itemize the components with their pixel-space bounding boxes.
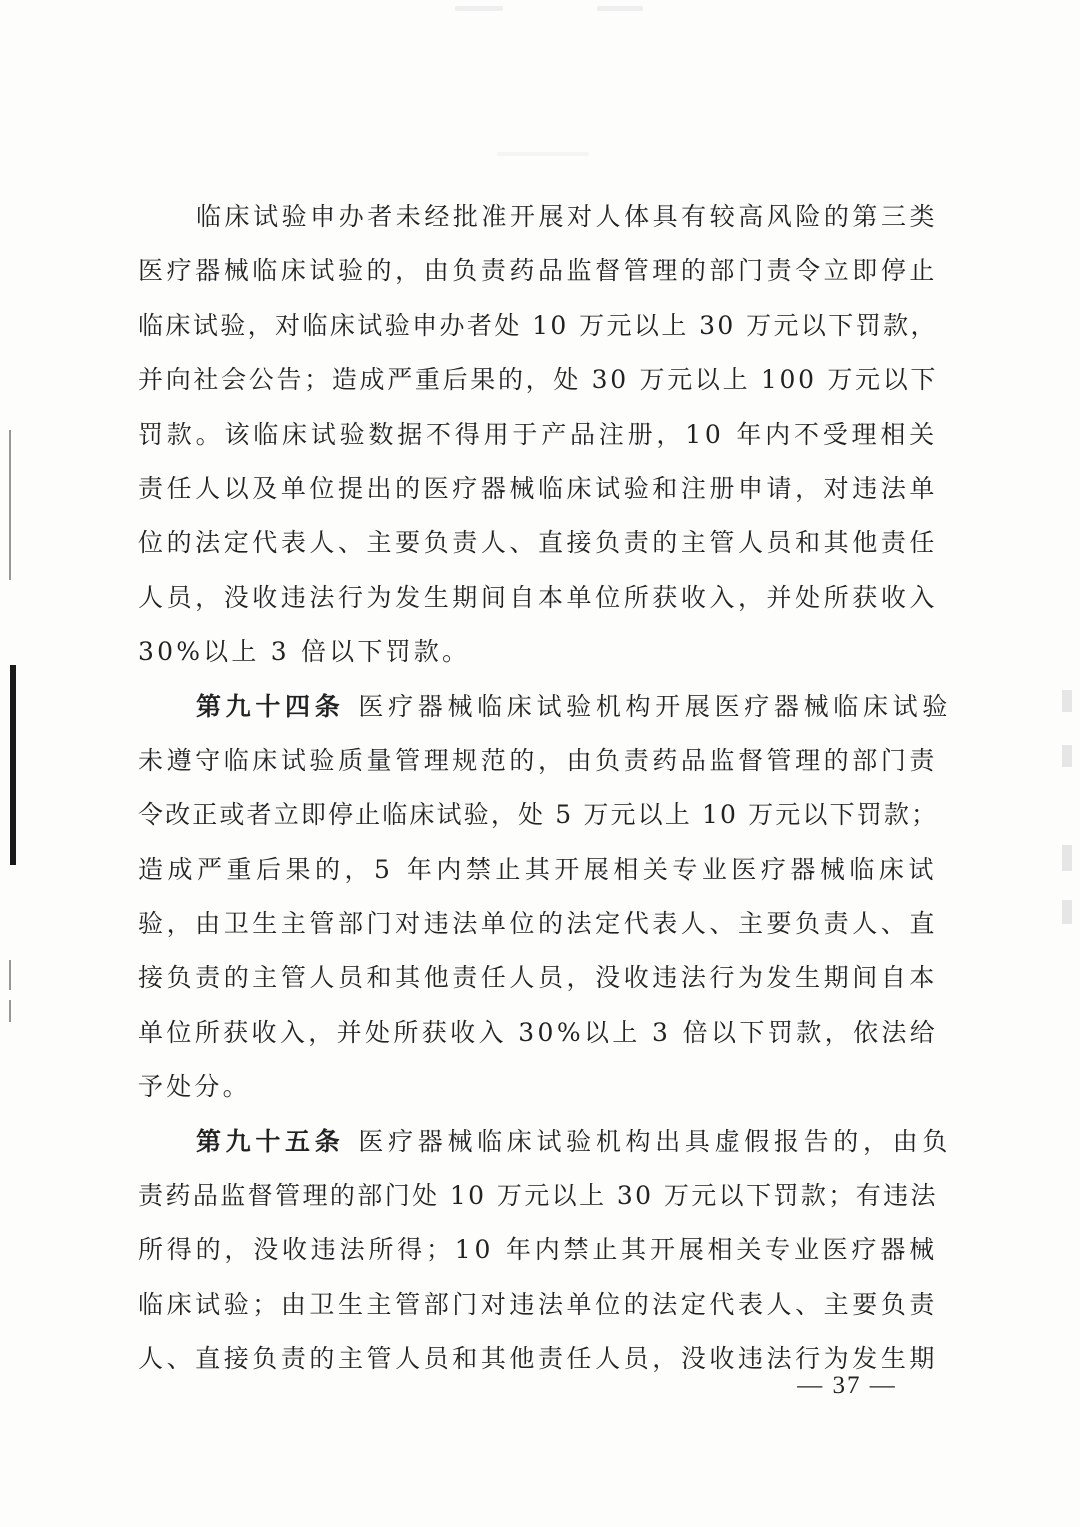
body-text-line bbox=[138, 299, 938, 353]
body-text-line bbox=[138, 408, 938, 462]
line-text: 验，由卫生主管部门对违法单位的法定代表人、主要负责人、直 bbox=[138, 909, 938, 939]
article-first-line bbox=[138, 680, 953, 734]
line-text: 临床试验申办者未经批准开展对人体具有较高风险的第三类 bbox=[196, 202, 939, 231]
binding-edge-mark bbox=[10, 665, 16, 865]
line-text: 令改正或者立即停止临床试验，处 5 万元以上 10 万元以下罚款； bbox=[138, 800, 939, 830]
line-text: 人、直接负责的主管人员和其他责任人员，没收违法行为发生期 bbox=[138, 1344, 938, 1374]
scan-artifact bbox=[1062, 690, 1072, 712]
line-text: 所得的，没收违法所得；10 年内禁止其开展相关专业医疗器械 bbox=[138, 1235, 938, 1265]
line-text: 未遵守临床试验质量管理规范的，由负责药品监督管理的部门责 bbox=[138, 745, 938, 775]
body-text-line bbox=[138, 190, 938, 244]
line-text: 临床试验，对临床试验申办者处 10 万元以上 30 万元以下罚款， bbox=[138, 310, 938, 340]
body-text-line bbox=[138, 571, 938, 625]
line-text: 人员，没收违法行为发生期间自本单位所获收入，并处所获收入 bbox=[138, 582, 938, 612]
body-text-line bbox=[138, 734, 938, 788]
page-number: — 37 — bbox=[797, 1372, 897, 1399]
article-number: 第九十四条 bbox=[196, 691, 345, 721]
body-text-line bbox=[138, 462, 938, 516]
scan-artifact bbox=[455, 6, 503, 11]
binding-edge-mark bbox=[9, 960, 11, 990]
binding-edge-mark bbox=[9, 1000, 11, 1022]
scan-artifact bbox=[1062, 845, 1072, 871]
line-text: 罚款。该临床试验数据不得用于产品注册，10 年内不受理相关 bbox=[138, 419, 938, 449]
body-text-line bbox=[138, 1060, 938, 1114]
line-text: 位的法定代表人、主要负责人、直接负责的主管人员和其他责任 bbox=[138, 528, 938, 558]
body-text-line bbox=[138, 244, 938, 298]
line-text: 医疗器械临床试验机构开展医疗器械临床试验 bbox=[358, 691, 953, 721]
article-first-line bbox=[138, 1115, 953, 1169]
line-text: 临床试验；由卫生主管部门对违法单位的法定代表人、主要负责 bbox=[138, 1289, 938, 1319]
line-text: 责药品监督管理的部门处 10 万元以上 30 万元以下罚款；有违法 bbox=[138, 1181, 938, 1211]
line-text: 造成严重后果的，5 年内禁止其开展相关专业医疗器械临床试 bbox=[138, 854, 938, 884]
line-text: 医疗器械临床试验机构出具虚假报告的，由负 bbox=[358, 1126, 953, 1156]
line-text: 接负责的主管人员和其他责任人员，没收违法行为发生期间自本 bbox=[138, 963, 938, 993]
line-text: 责任人以及单位提出的医疗器械临床试验和注册申请，对违法单 bbox=[138, 473, 938, 503]
scan-artifact bbox=[1062, 900, 1072, 924]
body-text-line bbox=[138, 1278, 938, 1332]
binding-edge-mark bbox=[9, 430, 11, 580]
body-text-line bbox=[138, 897, 938, 951]
line-text: 并向社会公告；造成严重后果的，处 30 万元以上 100 万元以下 bbox=[138, 365, 939, 395]
article-number: 第九十五条 bbox=[196, 1126, 345, 1156]
scan-artifact bbox=[597, 6, 643, 11]
line-text: 医疗器械临床试验的，由负责药品监督管理的部门责令立即停止 bbox=[138, 256, 938, 286]
body-text-line bbox=[138, 788, 938, 842]
body-text-line bbox=[138, 625, 938, 679]
body-text-line bbox=[138, 843, 938, 897]
body-text-line bbox=[138, 353, 938, 407]
line-text: 单位所获收入，并处所获收入 30%以上 3 倍以下罚款，依法给 bbox=[138, 1017, 939, 1047]
document-body bbox=[138, 190, 953, 1387]
body-text-line bbox=[138, 1223, 938, 1277]
scan-artifact bbox=[497, 152, 589, 156]
line-text: 予处分。 bbox=[138, 1072, 251, 1102]
line-text: 30%以上 3 倍以下罚款。 bbox=[138, 637, 471, 667]
body-text-line bbox=[138, 516, 938, 570]
body-text-line bbox=[138, 951, 938, 1005]
scan-artifact bbox=[1062, 745, 1072, 767]
body-text-line bbox=[138, 1006, 938, 1060]
body-text-line bbox=[138, 1169, 938, 1223]
